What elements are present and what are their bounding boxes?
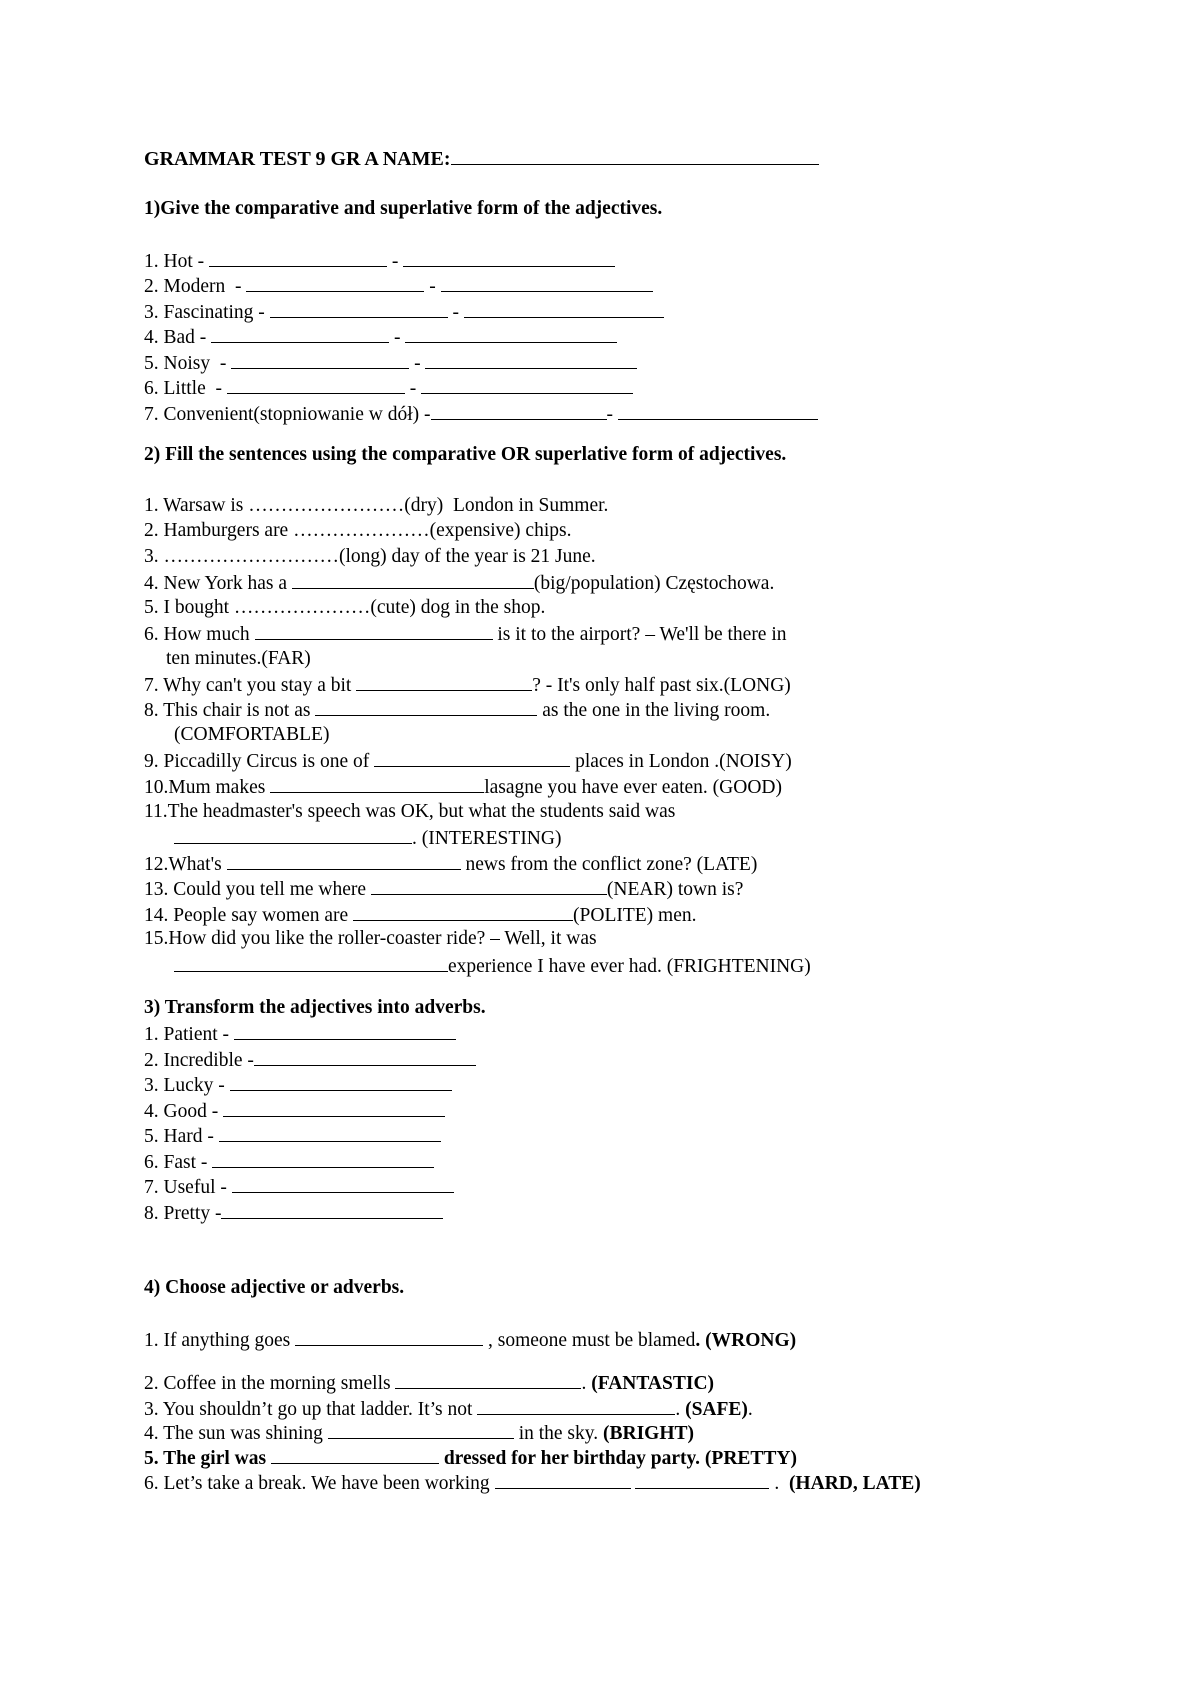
answer-blank[interactable]	[356, 672, 532, 691]
adverb-blank[interactable]	[223, 1098, 445, 1117]
answer-blank[interactable]	[270, 774, 484, 793]
comparative-blank[interactable]	[211, 324, 389, 343]
comparative-blank[interactable]	[246, 273, 424, 292]
section-1-heading: 1)Give the comparative and superlative form of the adjectives.	[144, 198, 663, 219]
answer-blank[interactable]	[295, 1327, 483, 1346]
s2-item-11: 11.The headmaster's speech was OK, but what the students said was	[144, 801, 676, 822]
s3-item-8: 8. Pretty -	[144, 1200, 443, 1226]
s1-item-5: 5. Noisy - -	[144, 350, 637, 376]
adverb-blank[interactable]	[234, 1021, 456, 1040]
s3-item-7: 7. Useful -	[144, 1174, 454, 1200]
adverb-blank[interactable]	[221, 1200, 443, 1219]
s2-item-14: 14. People say women are (POLITE) men.	[144, 902, 697, 928]
s3-item-6: 6. Fast -	[144, 1149, 434, 1175]
s1-item-4: 4. Bad - -	[144, 324, 617, 350]
adverb-blank[interactable]	[212, 1149, 434, 1168]
comparative-blank[interactable]	[209, 248, 387, 267]
comparative-blank[interactable]	[270, 299, 448, 318]
adverb-blank[interactable]	[219, 1123, 441, 1142]
s1-item-1: 1. Hot - -	[144, 248, 615, 274]
answer-blank[interactable]	[353, 902, 573, 921]
superlative-blank[interactable]	[425, 350, 637, 369]
s4-item-2: 2. Coffee in the morning smells . (FANTASTIC)	[144, 1370, 714, 1396]
s3-item-3: 3. Lucky -	[144, 1072, 452, 1098]
answer-blank[interactable]	[635, 1470, 769, 1489]
s3-item-1: 1. Patient -	[144, 1021, 456, 1047]
s2-item-6: 6. How much is it to the airport? – We'll be there in	[144, 621, 787, 647]
s3-item-4: 4. Good -	[144, 1098, 445, 1124]
comparative-blank[interactable]	[431, 401, 607, 420]
s4-item-5: 5. The girl was dressed for her birthday party. (PRETTY)	[144, 1445, 797, 1471]
superlative-blank[interactable]	[464, 299, 664, 318]
s2-item-6-cont: ten minutes.(FAR)	[166, 648, 311, 669]
test-title	[144, 146, 819, 171]
s2-item-8: 8. This chair is not as as the one in the living room.	[144, 697, 770, 723]
title-text: GRAMMAR TEST 9 GR A NAME:	[144, 148, 451, 170]
s1-item-2: 2. Modern - -	[144, 273, 653, 299]
answer-blank[interactable]	[495, 1470, 631, 1489]
answer-blank[interactable]	[292, 570, 534, 589]
s2-item-10: 10.Mum makes lasagne you have ever eaten. (GOOD)	[144, 774, 782, 800]
superlative-blank[interactable]	[405, 324, 617, 343]
adverb-blank[interactable]	[254, 1047, 476, 1066]
answer-blank[interactable]	[174, 825, 412, 844]
s4-item-4: 4. The sun was shining in the sky. (BRIGHT)	[144, 1420, 694, 1446]
s2-item-7: 7. Why can't you stay a bit ? - It's only half past six.(LONG)	[144, 672, 791, 698]
s2-item-15: 15.How did you like the roller-coaster ride? – Well, it was	[144, 928, 597, 949]
superlative-blank[interactable]	[403, 248, 615, 267]
s2-item-5: 5. I bought …………………(cute) dog in the shop.	[144, 597, 546, 618]
section-2-heading: 2) Fill the sentences using the comparative OR superlative form of adjectives.	[144, 444, 787, 465]
answer-blank[interactable]	[395, 1370, 581, 1389]
answer-blank[interactable]	[227, 851, 461, 870]
s2-item-13: 13. Could you tell me where (NEAR) town is?	[144, 876, 743, 902]
answer-blank[interactable]	[328, 1420, 514, 1439]
s1-item-3: 3. Fascinating - -	[144, 299, 664, 325]
superlative-blank[interactable]	[441, 273, 653, 292]
answer-blank[interactable]	[477, 1396, 675, 1415]
s2-item-9: 9. Piccadilly Circus is one of places in London .(NOISY)	[144, 748, 792, 774]
s2-item-1: 1. Warsaw is ……………………(dry) London in Summer.	[144, 495, 609, 516]
s2-item-8-cont: (COMFORTABLE)	[174, 724, 330, 745]
answer-blank[interactable]	[374, 748, 570, 767]
comparative-blank[interactable]	[227, 375, 405, 394]
answer-blank[interactable]	[174, 953, 448, 972]
s3-item-5: 5. Hard -	[144, 1123, 441, 1149]
name-blank[interactable]	[451, 146, 819, 165]
superlative-blank[interactable]	[618, 401, 818, 420]
s2-item-11-cont: . (INTERESTING)	[174, 825, 561, 851]
s3-item-2: 2. Incredible -	[144, 1047, 476, 1073]
s2-item-3: 3. ………………………(long) day of the year is 21 June.	[144, 546, 596, 567]
answer-blank[interactable]	[255, 621, 493, 640]
s2-item-15-cont: experience I have ever had. (FRIGHTENING)	[174, 953, 811, 979]
answer-blank[interactable]	[371, 876, 607, 895]
section-3-heading: 3) Transform the adjectives into adverbs.	[144, 997, 486, 1018]
adverb-blank[interactable]	[232, 1174, 454, 1193]
s1-item-7: 7. Convenient(stopniowanie w dół) - -	[144, 401, 818, 427]
answer-blank[interactable]	[271, 1445, 439, 1464]
answer-blank[interactable]	[315, 697, 537, 716]
comparative-blank[interactable]	[231, 350, 409, 369]
s4-item-1: 1. If anything goes , someone must be blamed. (WRONG)	[144, 1327, 796, 1353]
s2-item-2: 2. Hamburgers are …………………(expensive) chips.	[144, 520, 572, 541]
s4-item-3: 3. You shouldn’t go up that ladder. It’s not . (SAFE).	[144, 1396, 753, 1422]
superlative-blank[interactable]	[421, 375, 633, 394]
s2-item-12: 12.What's news from the conflict zone? (LATE)	[144, 851, 757, 877]
s2-item-4: 4. New York has a (big/population) Częstochowa.	[144, 570, 774, 596]
adverb-blank[interactable]	[230, 1072, 452, 1091]
s1-item-6: 6. Little - -	[144, 375, 633, 401]
section-4-heading: 4) Choose adjective or adverbs.	[144, 1277, 405, 1298]
s4-item-6: 6. Let’s take a break. We have been working . (HARD, LATE)	[144, 1470, 921, 1496]
